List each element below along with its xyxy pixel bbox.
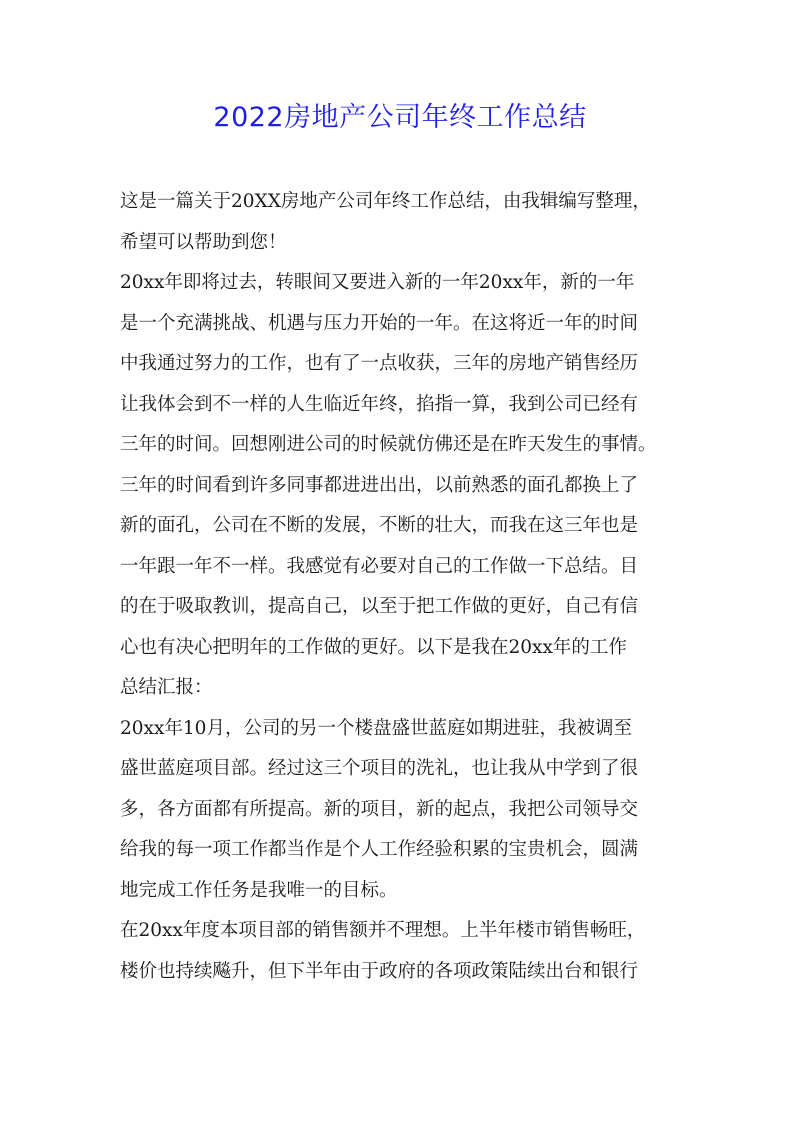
body-line: 的在于吸取教训，提高自己，以至于把工作做的更好，自己有信 <box>120 596 639 617</box>
body-line: 一年跟一年不一样。我感觉有必要对自己的工作做一下总结。目 <box>120 555 639 577</box>
body-line: 20xx年即将过去，转眼间又要进入新的一年20xx年，新的一年 <box>120 272 635 293</box>
body-line: 三年的时间。回想刚进公司的时候就仿佛还是在昨天发生的事情。 <box>120 434 657 455</box>
document-body <box>120 182 686 992</box>
body-line: 给我的每一项工作都当作是个人工作经验积累的宝贵机会，圆满 <box>120 839 639 860</box>
body-line: 中我通过努力的工作，也有了一点收获，三年的房地产销售经历 <box>120 353 639 374</box>
document-title: 2022房地产公司年终工作总结 <box>213 102 587 133</box>
body-line: 是一个充满挑战、机遇与压力开始的一年。在这将近一年的时间 <box>120 312 639 334</box>
body-line: 地完成工作任务是我唯一的目标。 <box>120 879 398 901</box>
body-line: 楼价也持续飚升，但下半年由于政府的各项政策陆续出台和银行 <box>120 960 639 982</box>
body-line: 希望可以帮助到您！ <box>120 231 287 253</box>
body-line: 20xx年10月，公司的另一个楼盘盛世蓝庭如期进驻，我被调至 <box>120 717 632 739</box>
body-line: 这是一篇关于20XX房地产公司年终工作总结，由我辑编写整理， <box>120 191 651 212</box>
body-line: 多，各方面都有所提高。新的项目，新的起点，我把公司领导交 <box>120 798 639 820</box>
body-line: 在20xx年度本项目部的销售额并不理想。上半年楼市销售畅旺， <box>120 920 646 941</box>
body-line: 盛世蓝庭项目部。经过这三个项目的洗礼，也让我从中学到了很 <box>120 758 639 779</box>
body-line: 总结汇报： <box>120 677 213 698</box>
body-line: 心也有决心把明年的工作做的更好。以下是我在20xx年的工作 <box>120 636 627 658</box>
body-line: 让我体会到不一样的人生临近年终，掐指一算，我到公司已经有 <box>120 393 639 415</box>
body-line: 三年的时间看到许多同事都进进出出，以前熟悉的面孔都换上了 <box>120 474 639 496</box>
body-line: 新的面孔，公司在不断的发展，不断的壮大，而我在这三年也是 <box>120 515 639 536</box>
